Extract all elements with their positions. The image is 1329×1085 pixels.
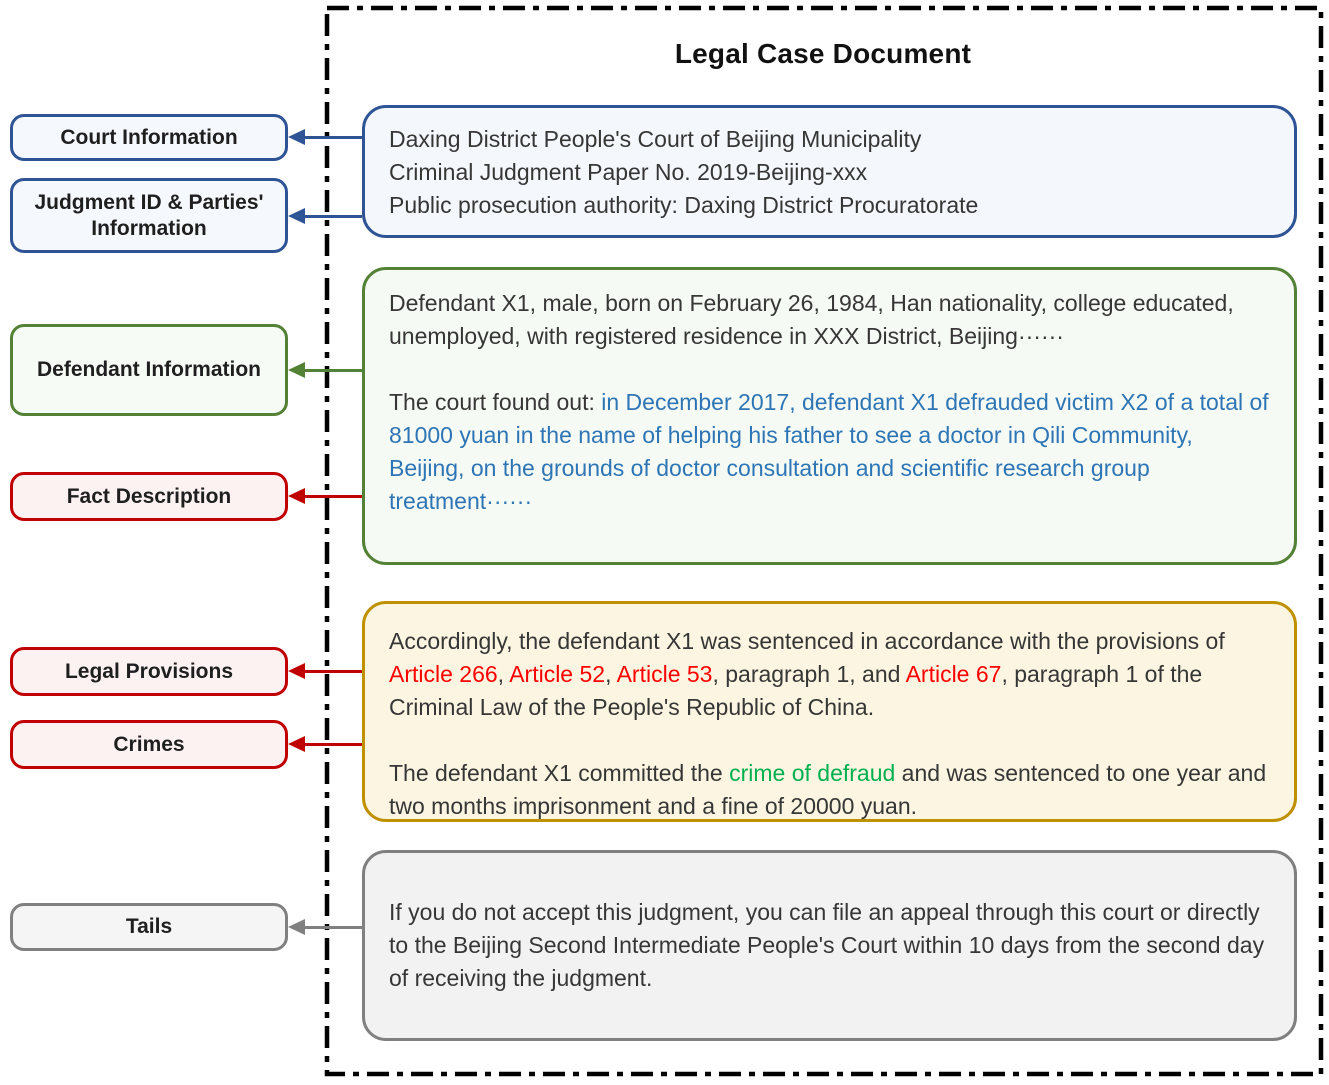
provisions-crimes-box: [362, 601, 1297, 822]
label-court-information-text: Court Information: [60, 125, 238, 149]
text-segment-normal: The defendant X1 committed the: [389, 760, 730, 786]
text-segment-normal: The court found out:: [389, 389, 602, 415]
arrowhead-left-icon: [288, 488, 305, 504]
text-segment-red: Article 67: [905, 661, 1002, 687]
arrow-line: [301, 495, 362, 498]
label-tails: [10, 903, 288, 951]
arrow-line: [301, 369, 362, 372]
arrowhead-left-icon: [288, 208, 305, 224]
legal-provisions-paragraph: [389, 625, 1270, 724]
label-crimes: [10, 720, 288, 769]
arrow-line: [301, 743, 362, 746]
arrow-line: [301, 136, 362, 139]
text-segment-blue: in December 2017, defendant X1 defrauded victim X2 of a total of 81000 yuan in the name of helping his father to see a doctor in Qili Community, Beijing, on the grounds of doctor consultation and scientific research group treatment······: [389, 389, 1269, 514]
text-segment-normal: Defendant X1, male, born on February 26, 1984, Han nationality, college educated, unemployed, with registered residence in XXX District, Beijing······: [389, 290, 1234, 349]
defendant-fact-box: [362, 267, 1297, 565]
label-court-information: [10, 114, 288, 161]
label-defendant-information: [10, 324, 288, 416]
arrowhead-left-icon: [288, 362, 305, 378]
arrowhead-left-icon: [288, 736, 305, 752]
text-segment-normal: , paragraph 1 of the Criminal Law of the People's Republic of China.: [389, 661, 1203, 720]
defendant-info-paragraph: [389, 287, 1270, 353]
label-judgment-id-parties-information: [10, 178, 288, 253]
arrowhead-left-icon: [288, 919, 305, 935]
arrowhead-left-icon: [288, 663, 305, 679]
court-header-box: [362, 105, 1297, 238]
label-legal-provisions: [10, 647, 288, 696]
arrowhead-left-icon: [288, 129, 305, 145]
tails-paragraph: [389, 896, 1270, 995]
text-segment-red: Article 266: [389, 661, 498, 687]
prosecution-line: Public prosecution authority: Daxing District Procuratorate: [389, 192, 979, 218]
text-segment-red: Article 53: [616, 661, 713, 687]
text-segment-red: Article 52: [509, 661, 606, 687]
label-crimes-text: Crimes: [113, 732, 185, 756]
label-defendant-information-text: Defendant Information: [37, 358, 261, 381]
court-line: Daxing District People's Court of Beijing Municipality: [389, 126, 922, 152]
label-legal-provisions-text: Legal Provisions: [64, 659, 234, 683]
fact-description-paragraph: [389, 386, 1270, 518]
text-segment-normal: , paragraph 1, and: [712, 661, 906, 687]
text-segment-normal: ,: [605, 661, 617, 687]
arrow-line: [301, 926, 362, 929]
label-fact-description-text: Fact Description: [66, 484, 232, 508]
text-segment-normal: ,: [497, 661, 510, 687]
text-segment-normal: and was sentenced to one year and two months imprisonment and a fine of 20000 yuan.: [389, 760, 1267, 819]
judgment-id-line: Criminal Judgment Paper No. 2019-Beijing-xxx: [389, 159, 868, 185]
page-title: Legal Case Document: [674, 38, 972, 69]
text-segment-green: crime of defraud: [729, 760, 896, 786]
text-segment-normal: If you do not accept this judgment, you can file an appeal through this court or directly to the Beijing Second Intermediate People's Court within 10 days from the second day of receiving the judgment.: [389, 899, 1265, 991]
label-fact-description: [10, 472, 288, 521]
tails-box: [362, 850, 1297, 1041]
text-segment-normal: Accordingly, the defendant X1 was sentenced in accordance with the provisions of: [389, 628, 1225, 654]
label-judgment-id-parties-information-text: Judgment ID & Parties' Information: [34, 190, 264, 240]
crimes-paragraph: [389, 757, 1270, 823]
label-tails-text: Tails: [125, 915, 173, 938]
arrow-line: [301, 215, 362, 218]
arrow-line: [301, 670, 362, 673]
